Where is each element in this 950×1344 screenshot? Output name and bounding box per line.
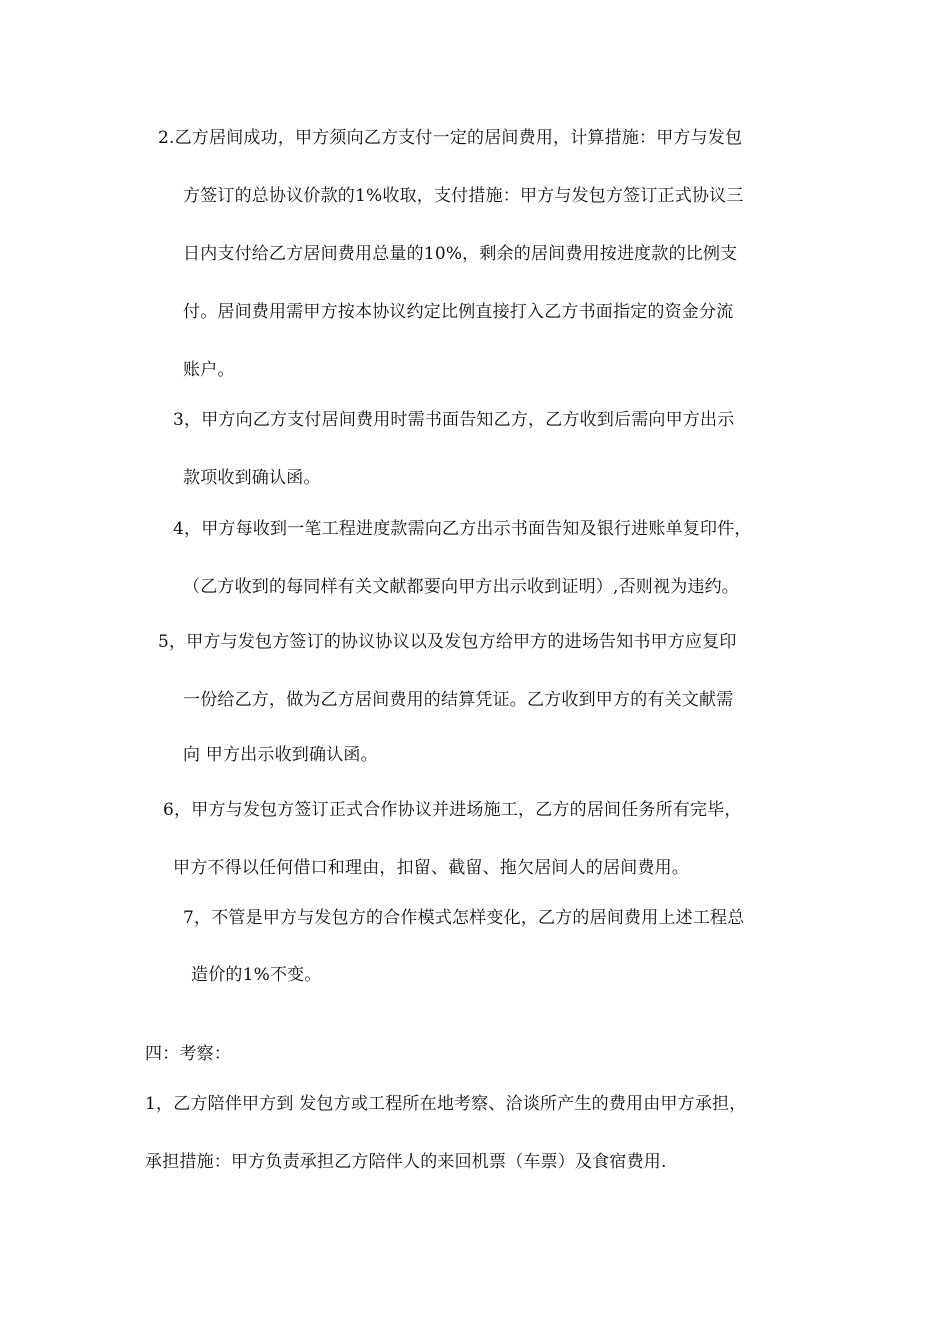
paragraph-line: 款项收到确认函。 (183, 468, 321, 488)
section-heading: 四：考察： (145, 1044, 231, 1064)
paragraph-line: 付。居间费用需甲方按本协议约定比例直接打入乙方书面指定的资金分流 (183, 302, 734, 322)
paragraph-line: （乙方收到的每同样有关文献都要向甲方出示收到证明）,否则视为违约。 (183, 577, 740, 597)
paragraph-line: 1，乙方陪伴甲方到 发包方或工程所在地考察、洽谈所产生的费用由甲方承担， (145, 1094, 747, 1114)
paragraph-line: 账户。 (183, 360, 235, 380)
paragraph-line: 日内支付给乙方居间费用总量的10%，剩余的居间费用按进度款的比例支 (183, 244, 738, 264)
paragraph-line: 3，甲方向乙方支付居间费用时需书面告知乙方，乙方收到后需向甲方出示 (173, 410, 735, 430)
paragraph-line: 2.乙方居间成功，甲方须向乙方支付一定的居间费用，计算措施：甲方与发包 (158, 128, 743, 148)
paragraph-line: 甲方不得以任何借口和理由，扣留、截留、拖欠居间人的居间费用。 (173, 858, 689, 878)
paragraph-line: 5，甲方与发包方签订的协议协议以及发包方给甲方的进场告知书甲方应复印 (158, 632, 737, 652)
paragraph-line: 一份给乙方，做为乙方居间费用的结算凭证。乙方收到甲方的有关文献需 (183, 690, 734, 710)
paragraph-line: 方签订的总协议价款的1%收取，支付措施：甲方与发包方签订正式协议三 (183, 186, 744, 206)
paragraph-line: 造价的1%不变。 (191, 965, 322, 985)
paragraph-line: 4，甲方每收到一笔工程进度款需向乙方出示书面告知及银行进账单复印件， (173, 519, 752, 539)
paragraph-line: 向 甲方出示收到确认函。 (183, 745, 378, 765)
paragraph-line: 承担措施：甲方负责承担乙方陪伴人的来回机票（车票）及食宿费用. (145, 1152, 667, 1172)
paragraph-line: 7，不管是甲方与发包方的合作模式怎样变化，乙方的居间费用上述工程总 (183, 908, 745, 928)
paragraph-line: 6，甲方与发包方签订正式合作协议并进场施工，乙方的居间任务所有完毕， (163, 800, 742, 820)
